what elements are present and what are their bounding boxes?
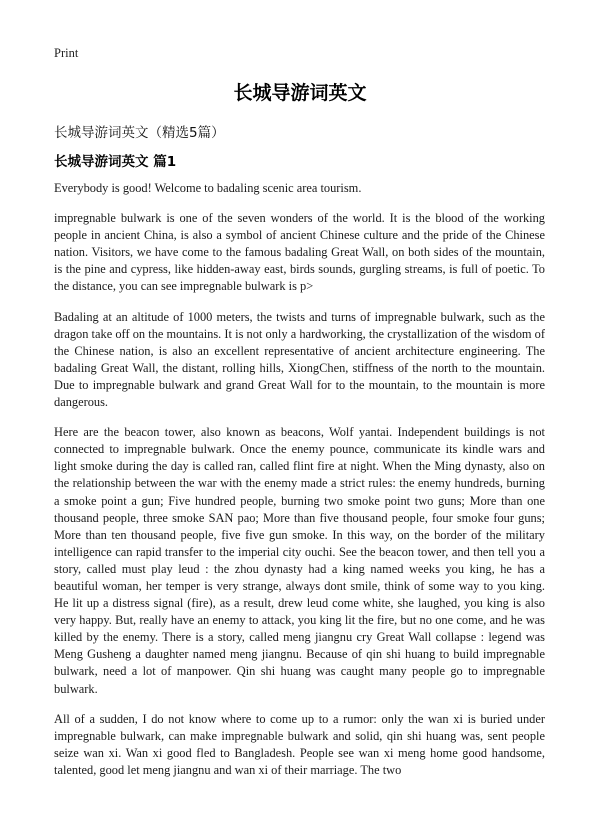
paragraph: Badaling at an altitude of 1000 meters, the twists and turns of impregnable bulwark, such as the dragon take off on the mountains. It is not only a hardworking, the crystallization of the wisdom of the Chinese nation, is also an excellent representative of ancient architecture engineering. The badaling Great Wall, the distant, rolling hills, XiongChen, stiffness of the north to the mountain. Due to impregnable bulwark and grand Great Wall for to the mountain, to the mountain is more dangerous. <box>54 309 545 410</box>
paragraph: impregnable bulwark is one of the seven wonders of the world. It is the blood of the working people in ancient China, is also a symbol of ancient Chinese culture and the pride of the Chinese nation. Visitors, we have come to the famous badaling Great Wall, on both sides of the mountain, is the pine and cypress, like hidden-away east, birds sounds, gurgling streams, is full of poetic. To the distance, you can see impregnable bulwark is p> <box>54 211 545 294</box>
paragraph: All of a sudden, I do not know where to come up to a rumor: only the wan xi is buried under impregnable bulwark, can make impregnable bulwark and solid, qin shi huang was, sent people seize wan xi. Wan xi good fled to Bangladesh. People see wan xi meng home good handsome, talented, good let meng jiangnu and wan xi of their marriage. The two <box>54 711 545 777</box>
document-subtitle: 长城导游词英文（精选5篇） <box>54 125 225 141</box>
print-link[interactable]: Print <box>54 46 79 60</box>
document-title: 长城导游词英文 <box>233 82 367 104</box>
article-body <box>54 180 545 792</box>
paragraph: Here are the beacon tower, also known as beacons, Wolf yantai. Independent buildings is not connected to impregnable bulwark. Once the enemy pounce, communicate its kindle wars and light smoke during the day is called ran, called flint fire at night. When the Ming dynasty, also on the relationship between the war with the enemy made a strict rules: the enemy hundreds, burning a smoke point a gun; Five hundred people, burning two smoke point two guns; More than one thousand people, three smoke SAN pao; More than five thousand people, four smoke four guns; More than ten thousand people, five five gun smoke. In this way, on the border of the military intelligence can rapid transfer to the imperial city ouchi. See the beacon tower, and then tell you a story, called must play leud : the zhou dynasty had a king named weeks you king, he has a beautiful woman, her temper is very strange, always dont smile, think of some way to you king. He lit up a distress signal (fire), as a result, drew leud come white, she laughed, you king is also very happy. But, really have an enemy to attack, you king lit the fire, but no one come, and he was killed by the enemy. There is a story, called meng jiangnu cry Great Wall collapse : legend was Meng Gusheng a daughter named meng jiangnu. Because of qin shi huang to build impregnable bulwark, need a lot of manpower. Qin shi huang was caught many people go to impregnable bulwark. <box>54 425 545 696</box>
section-heading: 长城导游词英文 篇1 <box>54 154 177 170</box>
paragraph: Everybody is good! Welcome to badaling scenic area tourism. <box>54 181 362 195</box>
